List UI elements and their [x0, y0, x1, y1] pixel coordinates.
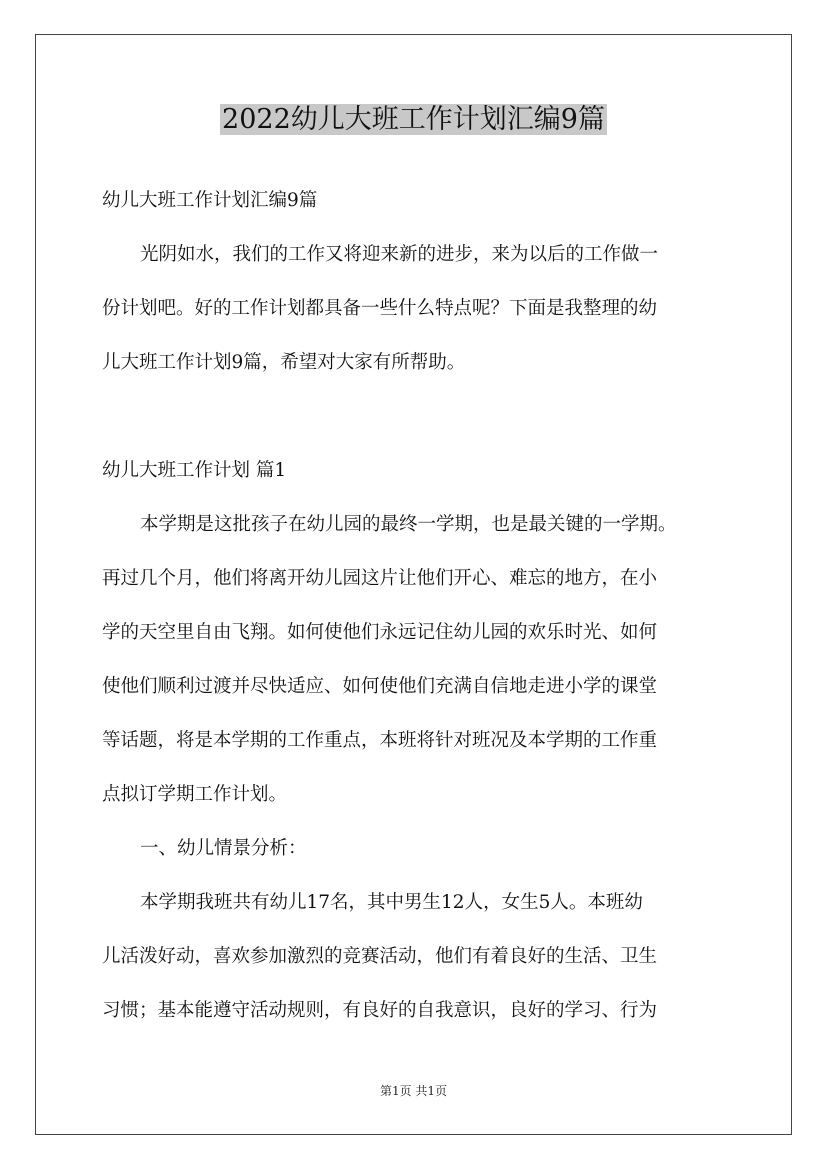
section-line: 使他们顺利过渡并尽快适应、如何使他们充满自信地走进小学的课堂 — [102, 676, 658, 697]
section-line: 点拟订学期工作计划。 — [102, 784, 288, 805]
section-line: 本学期是这批孩子在幼儿园的最终一学期，也是最关键的一学期。 — [140, 514, 677, 535]
section-line: 学的天空里自由飞翔。如何使他们永远记住幼儿园的欢乐时光、如何 — [102, 622, 658, 643]
intro-line: 儿大班工作计划9篇，希望对大家有所帮助。 — [102, 352, 466, 373]
analysis-line: 儿活泼好动，喜欢参加激烈的竞赛活动，他们有着良好的生活、卫生 — [102, 946, 658, 967]
subheading: 一、幼儿情景分析： — [140, 838, 307, 859]
page-number: 第1页 共1页 — [379, 1084, 448, 1098]
document-title-text: 2022幼儿大班工作计划汇编9篇 — [222, 104, 605, 135]
document-title — [0, 100, 827, 140]
analysis-line: 习惯；基本能遵守活动规则，有良好的自我意识，良好的学习、行为 — [102, 1000, 658, 1021]
intro-line: 光阴如水，我们的工作又将迎来新的进步，来为以后的工作做一 — [140, 244, 659, 265]
analysis-line: 本学期我班共有幼儿17名，其中男生12人，女生5人。本班幼 — [140, 892, 643, 913]
section-heading: 幼儿大班工作计划 篇1 — [102, 460, 287, 481]
intro-line: 份计划吧。好的工作计划都具备一些什么特点呢？下面是我整理的幼 — [102, 298, 658, 319]
blank-line — [102, 390, 726, 444]
page-footer — [0, 1083, 827, 1099]
document-subtitle: 幼儿大班工作计划汇编9篇 — [102, 190, 318, 211]
section-line: 再过几个月，他们将离开幼儿园这片让他们开心、难忘的地方，在小 — [102, 568, 658, 589]
section-line: 等话题，将是本学期的工作重点，本班将针对班况及本学期的工作重 — [102, 730, 658, 751]
document-body — [102, 174, 726, 1038]
